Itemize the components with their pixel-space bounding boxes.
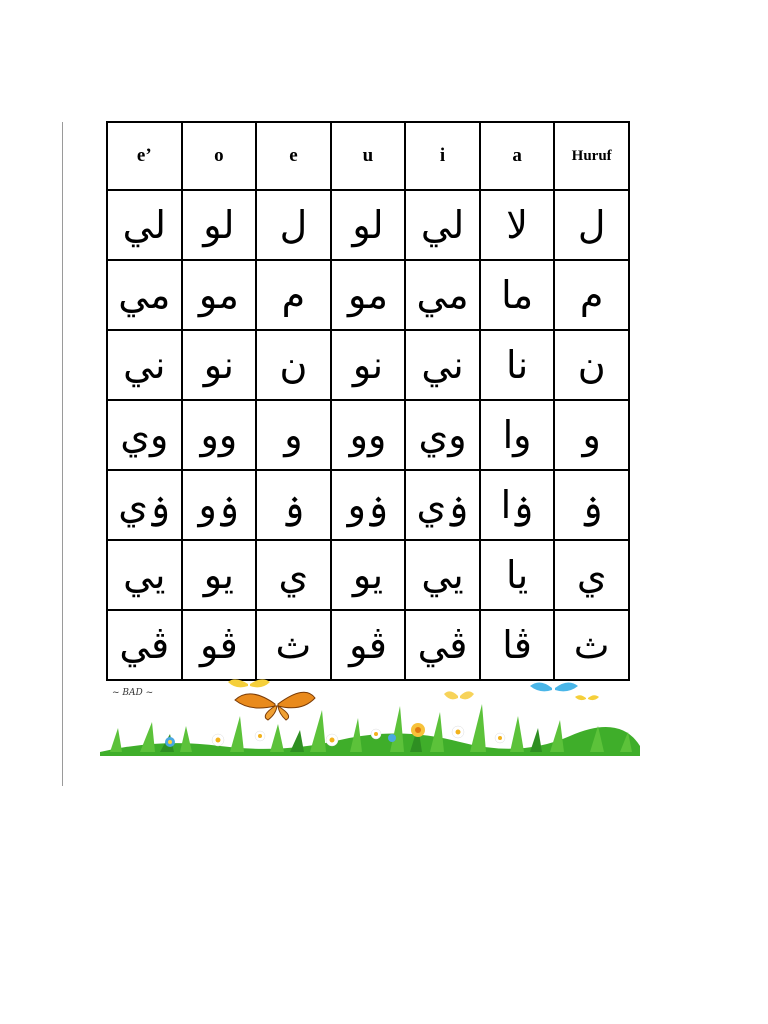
butterfly-icon xyxy=(235,692,315,720)
table-row xyxy=(107,470,629,540)
table-cell: لي xyxy=(107,190,182,260)
header-cell: a xyxy=(480,122,555,190)
table-cell: نا xyxy=(480,330,555,400)
table-cell: ڤو xyxy=(182,610,257,680)
table-cell: مو xyxy=(182,260,257,330)
table-cell: ل xyxy=(256,190,331,260)
table-cell: لا xyxy=(480,190,555,260)
table-cell: ڤي xyxy=(405,610,480,680)
table-cell: و xyxy=(256,400,331,470)
header-cell: e xyxy=(256,122,331,190)
header-row xyxy=(107,122,629,190)
table-cell: وي xyxy=(405,400,480,470)
table-cell: يو xyxy=(331,540,406,610)
header-cell: o xyxy=(182,122,257,190)
grass-scene xyxy=(100,676,640,756)
table-cell-letter: ۏ xyxy=(554,470,629,540)
table-cell: ما xyxy=(480,260,555,330)
table-cell: ن xyxy=(256,330,331,400)
table-cell: وي xyxy=(107,400,182,470)
table-cell: ڤو xyxy=(331,610,406,680)
table-cell-letter: ث xyxy=(554,610,629,680)
table-cell: ڤي xyxy=(107,610,182,680)
table-cell: ني xyxy=(405,330,480,400)
table-cell: وا xyxy=(480,400,555,470)
butterfly-icon xyxy=(530,682,578,691)
table-cell: مو xyxy=(331,260,406,330)
table-cell: نو xyxy=(182,330,257,400)
table-cell: وو xyxy=(331,400,406,470)
table-row xyxy=(107,190,629,260)
table-cell: م xyxy=(256,260,331,330)
table-cell: وو xyxy=(182,400,257,470)
table-cell: ۏو xyxy=(182,470,257,540)
table-cell: يو xyxy=(182,540,257,610)
table-cell: يي xyxy=(107,540,182,610)
table-cell: مي xyxy=(405,260,480,330)
table-cell: ڤا xyxy=(480,610,555,680)
table-cell: يا xyxy=(480,540,555,610)
table-cell-letter: ل xyxy=(554,190,629,260)
table-cell-letter: ن xyxy=(554,330,629,400)
table-cell: ۏ xyxy=(256,470,331,540)
table-cell: ث xyxy=(256,610,331,680)
table-row xyxy=(107,610,629,680)
butterfly-icon xyxy=(444,691,474,699)
butterfly-icon xyxy=(228,679,270,687)
table-cell: ۏا xyxy=(480,470,555,540)
header-cell: e’ xyxy=(107,122,182,190)
signature: ~ BAD ~ xyxy=(112,688,154,698)
table-cell: يي xyxy=(405,540,480,610)
table-row xyxy=(107,260,629,330)
table-cell: ۏي xyxy=(405,470,480,540)
table-cell: ۏو xyxy=(331,470,406,540)
table-row xyxy=(107,540,629,610)
table-row xyxy=(107,400,629,470)
table-cell-letter: ي xyxy=(554,540,629,610)
table-cell: لو xyxy=(331,190,406,260)
grass-icon xyxy=(100,704,640,756)
table-cell-letter: م xyxy=(554,260,629,330)
table-cell: ي xyxy=(256,540,331,610)
table-cell: لو xyxy=(182,190,257,260)
syllable-table xyxy=(106,121,630,681)
table-cell: ني xyxy=(107,330,182,400)
table-cell: مي xyxy=(107,260,182,330)
table-row xyxy=(107,330,629,400)
header-cell-huruf: Huruf xyxy=(554,122,629,190)
table-cell: ۏي xyxy=(107,470,182,540)
table-cell-letter: و xyxy=(554,400,629,470)
butterfly-icon xyxy=(575,695,599,700)
table-cell: نو xyxy=(331,330,406,400)
margin-rule xyxy=(62,122,63,786)
table-cell: لي xyxy=(405,190,480,260)
header-cell: i xyxy=(405,122,480,190)
header-cell: u xyxy=(331,122,406,190)
